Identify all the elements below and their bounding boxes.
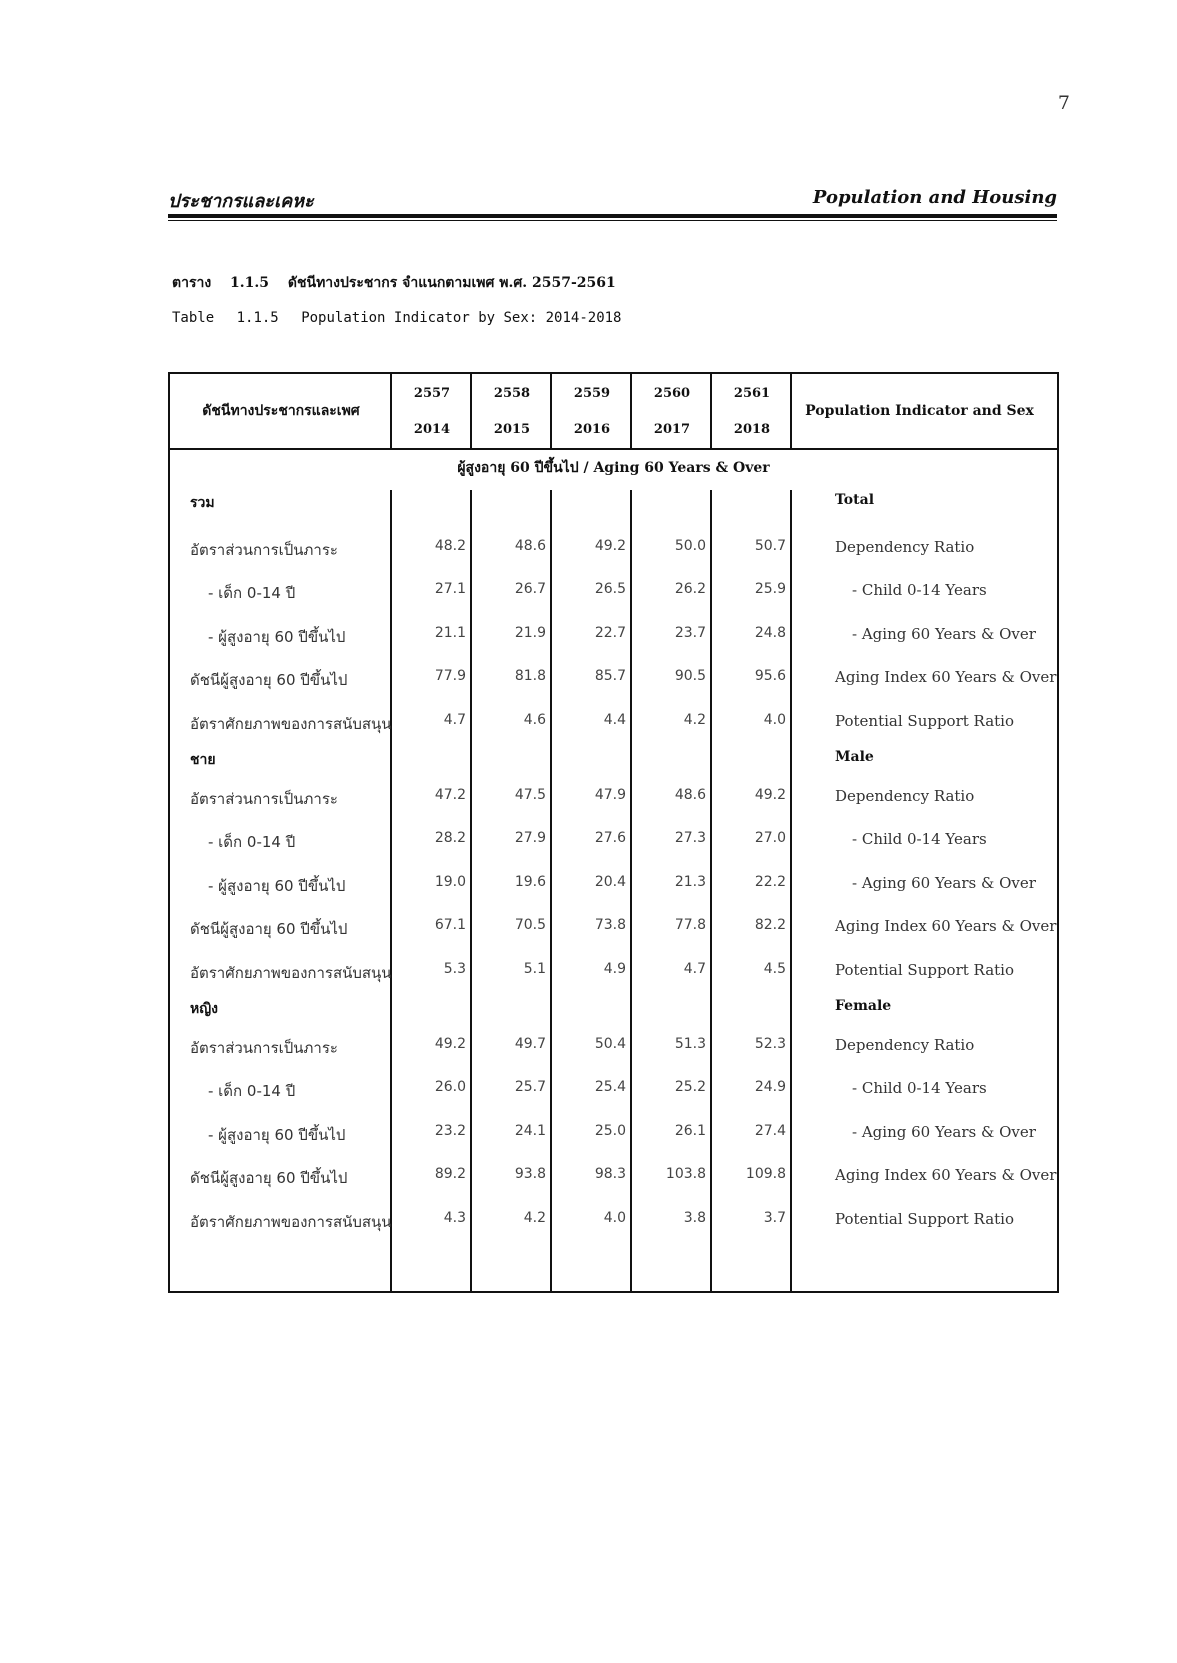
value-cell: 49.2: [594, 538, 626, 554]
row-label-thai: ดัชนีผู้สูงอายุ 60 ปีขึ้นไป: [190, 671, 348, 690]
value-cell: 23.7: [674, 624, 706, 641]
value-cell: 90.5: [674, 668, 706, 685]
value-cell: 27.3: [674, 830, 706, 847]
value-cell: 19.6: [514, 873, 546, 890]
value-cell: 5.1: [523, 960, 546, 977]
value-cell: 48.2: [434, 538, 466, 554]
value-cell: 20.4: [594, 873, 626, 890]
table-header: [170, 374, 1057, 450]
row-label-english: Aging Index 60 Years & Over: [835, 1166, 1057, 1185]
table-caption-thai: [172, 272, 630, 294]
caption-title: Population Indicator by Sex: 2014-2018: [301, 310, 622, 326]
row-label-thai: อัตราส่วนการเป็นภาระ: [190, 1039, 338, 1057]
row-label-english: Aging Index 60 Years & Over: [835, 917, 1057, 936]
value-cell: 26.7: [514, 581, 546, 598]
row-label-english: Aging Index 60 Years & Over: [835, 668, 1057, 687]
table-row: [170, 625, 1057, 655]
running-header-english: Population and Housing: [812, 187, 1057, 208]
value-cell: 48.6: [674, 787, 706, 803]
value-cell: 21.1: [434, 624, 466, 641]
row-label-thai: - เด็ก 0-14 ปี: [208, 584, 296, 603]
running-header-thai: ประชากรและเคหะ: [168, 191, 314, 212]
value-cell: 19.0: [434, 873, 466, 890]
year-thai: 2557: [413, 386, 451, 401]
value-cell: 21.3: [674, 873, 706, 890]
value-cell: 77.9: [434, 668, 466, 685]
caption-title: ดัชนีทางประชากร จำแนกตามเพศ พ.ศ. 2557-2561: [287, 275, 616, 291]
value-cell: 4.6: [523, 711, 546, 728]
year-ce: 2014: [413, 422, 451, 437]
header-column-divider: [710, 374, 712, 448]
value-cell: 26.5: [594, 581, 626, 598]
row-label-english: Dependency Ratio: [835, 1036, 975, 1054]
table-row: [170, 581, 1057, 611]
year-ce: 2018: [733, 422, 771, 437]
group-label-thai: หญิง: [190, 1001, 218, 1017]
row-label-english: - Child 0-14 Years: [852, 1079, 987, 1098]
value-cell: 5.3: [443, 960, 466, 977]
value-cell: 25.7: [514, 1079, 546, 1096]
table-row: [170, 538, 1057, 568]
value-cell: 50.4: [594, 1036, 626, 1052]
row-label-thai: ดัชนีผู้สูงอายุ 60 ปีขึ้นไป: [190, 1169, 348, 1188]
header-column-divider: [630, 374, 632, 448]
value-cell: 22.7: [594, 624, 626, 641]
value-cell: 85.7: [594, 668, 626, 685]
value-cell: 50.0: [674, 538, 706, 554]
table-row: [170, 1036, 1057, 1066]
row-label-thai: ดัชนีผู้สูงอายุ 60 ปีขึ้นไป: [190, 920, 348, 939]
value-cell: 4.7: [443, 711, 466, 728]
table-row: [170, 1210, 1057, 1240]
row-label-thai: อัตราศักยภาพของการสนับสนุน: [190, 963, 392, 982]
row-label-english: - Child 0-14 Years: [852, 830, 987, 849]
value-cell: 49.7: [514, 1036, 546, 1052]
caption-number: 1.1.5: [236, 310, 279, 326]
table-row: [170, 1123, 1057, 1153]
header-rule-thick: [168, 214, 1057, 218]
value-cell: 48.6: [514, 538, 546, 554]
group-label-thai: รวม: [190, 495, 215, 511]
value-cell: 24.8: [754, 624, 786, 641]
value-cell: 27.1: [434, 581, 466, 598]
row-label-thai: อัตราส่วนการเป็นภาระ: [190, 541, 338, 559]
year-ce: 2015: [493, 422, 531, 437]
value-cell: 26.1: [674, 1122, 706, 1139]
value-cell: 73.8: [594, 917, 626, 934]
value-cell: 4.5: [763, 960, 786, 977]
header-label-thai: ดัชนีทางประชากรและเพศ: [202, 403, 360, 419]
row-label-thai: - เด็ก 0-14 ปี: [208, 1082, 296, 1101]
value-cell: 27.0: [754, 830, 786, 847]
year-thai: 2560: [653, 386, 691, 401]
value-cell: 3.8: [683, 1209, 706, 1226]
table-row: [170, 1079, 1057, 1109]
value-cell: 27.4: [754, 1122, 786, 1139]
value-cell: 89.2: [434, 1166, 466, 1183]
table-row: [170, 830, 1057, 860]
value-cell: 4.4: [603, 711, 626, 728]
value-cell: 98.3: [594, 1166, 626, 1183]
value-cell: 47.2: [434, 787, 466, 803]
year-ce: 2016: [573, 422, 611, 437]
value-cell: 47.5: [514, 787, 546, 803]
value-cell: 4.9: [603, 960, 626, 977]
group-heading-row: [170, 492, 1057, 522]
group-label-thai: ชาย: [190, 752, 216, 768]
value-cell: 103.8: [665, 1166, 706, 1183]
value-cell: 25.4: [594, 1079, 626, 1096]
header-column-divider: [790, 374, 792, 448]
row-label-english: - Child 0-14 Years: [852, 581, 987, 600]
table-row: [170, 712, 1057, 742]
row-label-thai: - ผู้สูงอายุ 60 ปีขึ้นไป: [208, 627, 346, 646]
row-label-english: - Aging 60 Years & Over: [852, 1122, 1036, 1141]
value-cell: 4.0: [603, 1209, 626, 1226]
row-label-thai: อัตราศักยภาพของการสนับสนุน: [190, 1212, 392, 1231]
row-label-english: Potential Support Ratio: [835, 711, 1014, 730]
value-cell: 26.0: [434, 1079, 466, 1096]
value-cell: 81.8: [514, 668, 546, 685]
group-label-english: Male: [835, 749, 874, 765]
value-cell: 77.8: [674, 917, 706, 934]
row-label-thai: - ผู้สูงอายุ 60 ปีขึ้นไป: [208, 1125, 346, 1144]
row-label-thai: อัตราส่วนการเป็นภาระ: [190, 790, 338, 808]
row-label-english: Potential Support Ratio: [835, 1209, 1014, 1228]
table-row: [170, 668, 1057, 698]
table-row: [170, 787, 1057, 817]
page-number: 7: [1057, 92, 1070, 114]
group-label-english: Female: [835, 998, 892, 1014]
table-row: [170, 1166, 1057, 1196]
value-cell: 47.9: [594, 787, 626, 803]
value-cell: 25.9: [754, 581, 786, 598]
value-cell: 23.2: [434, 1122, 466, 1139]
year-thai: 2561: [733, 386, 771, 401]
value-cell: 51.3: [674, 1036, 706, 1052]
table-row: [170, 874, 1057, 904]
value-cell: 4.0: [763, 711, 786, 728]
population-indicator-table: [168, 372, 1059, 1293]
group-heading-row: [170, 998, 1057, 1028]
value-cell: 52.3: [754, 1036, 786, 1052]
group-heading-row: [170, 749, 1057, 779]
row-label-thai: - เด็ก 0-14 ปี: [208, 833, 296, 852]
caption-prefix: ตาราง: [172, 275, 212, 291]
header-column-divider: [550, 374, 552, 448]
value-cell: 22.2: [754, 873, 786, 890]
value-cell: 82.2: [754, 917, 786, 934]
table-row: [170, 961, 1057, 991]
header-rule-thin: [168, 220, 1057, 221]
row-label-english: Potential Support Ratio: [835, 960, 1014, 979]
year-thai: 2559: [573, 386, 611, 401]
value-cell: 4.7: [683, 960, 706, 977]
header-column-divider: [390, 374, 392, 448]
value-cell: 27.9: [514, 830, 546, 847]
value-cell: 70.5: [514, 917, 546, 934]
year-ce: 2017: [653, 422, 691, 437]
value-cell: 21.9: [514, 624, 546, 641]
value-cell: 49.2: [754, 787, 786, 803]
row-label-english: Dependency Ratio: [835, 538, 975, 556]
table-caption-english: [172, 310, 635, 326]
section-banner: ผู้สูงอายุ 60 ปีขึ้นไป / Aging 60 Years & Over: [457, 460, 770, 476]
value-cell: 50.7: [754, 538, 786, 554]
header-column-divider: [470, 374, 472, 448]
value-cell: 93.8: [514, 1166, 546, 1183]
value-cell: 109.8: [745, 1166, 786, 1183]
header-label-english: Population Indicator and Sex: [805, 403, 1034, 419]
table-row: [170, 917, 1057, 947]
row-label-english: Dependency Ratio: [835, 787, 975, 805]
year-thai: 2558: [493, 386, 531, 401]
caption-prefix: Table: [172, 310, 215, 326]
value-cell: 67.1: [434, 917, 466, 934]
value-cell: 49.2: [434, 1036, 466, 1052]
value-cell: 28.2: [434, 830, 466, 847]
value-cell: 24.9: [754, 1079, 786, 1096]
value-cell: 4.2: [683, 711, 706, 728]
group-label-english: Total: [835, 492, 875, 508]
value-cell: 95.6: [754, 668, 786, 685]
value-cell: 27.6: [594, 830, 626, 847]
value-cell: 4.3: [443, 1209, 466, 1226]
value-cell: 25.2: [674, 1079, 706, 1096]
row-label-thai: - ผู้สูงอายุ 60 ปีขึ้นไป: [208, 876, 346, 895]
row-label-english: - Aging 60 Years & Over: [852, 624, 1036, 643]
row-label-english: - Aging 60 Years & Over: [852, 873, 1036, 892]
value-cell: 24.1: [514, 1122, 546, 1139]
value-cell: 4.2: [523, 1209, 546, 1226]
value-cell: 26.2: [674, 581, 706, 598]
value-cell: 25.0: [594, 1122, 626, 1139]
row-label-thai: อัตราศักยภาพของการสนับสนุน: [190, 714, 392, 733]
value-cell: 3.7: [763, 1209, 786, 1226]
caption-number: 1.1.5: [230, 275, 270, 291]
